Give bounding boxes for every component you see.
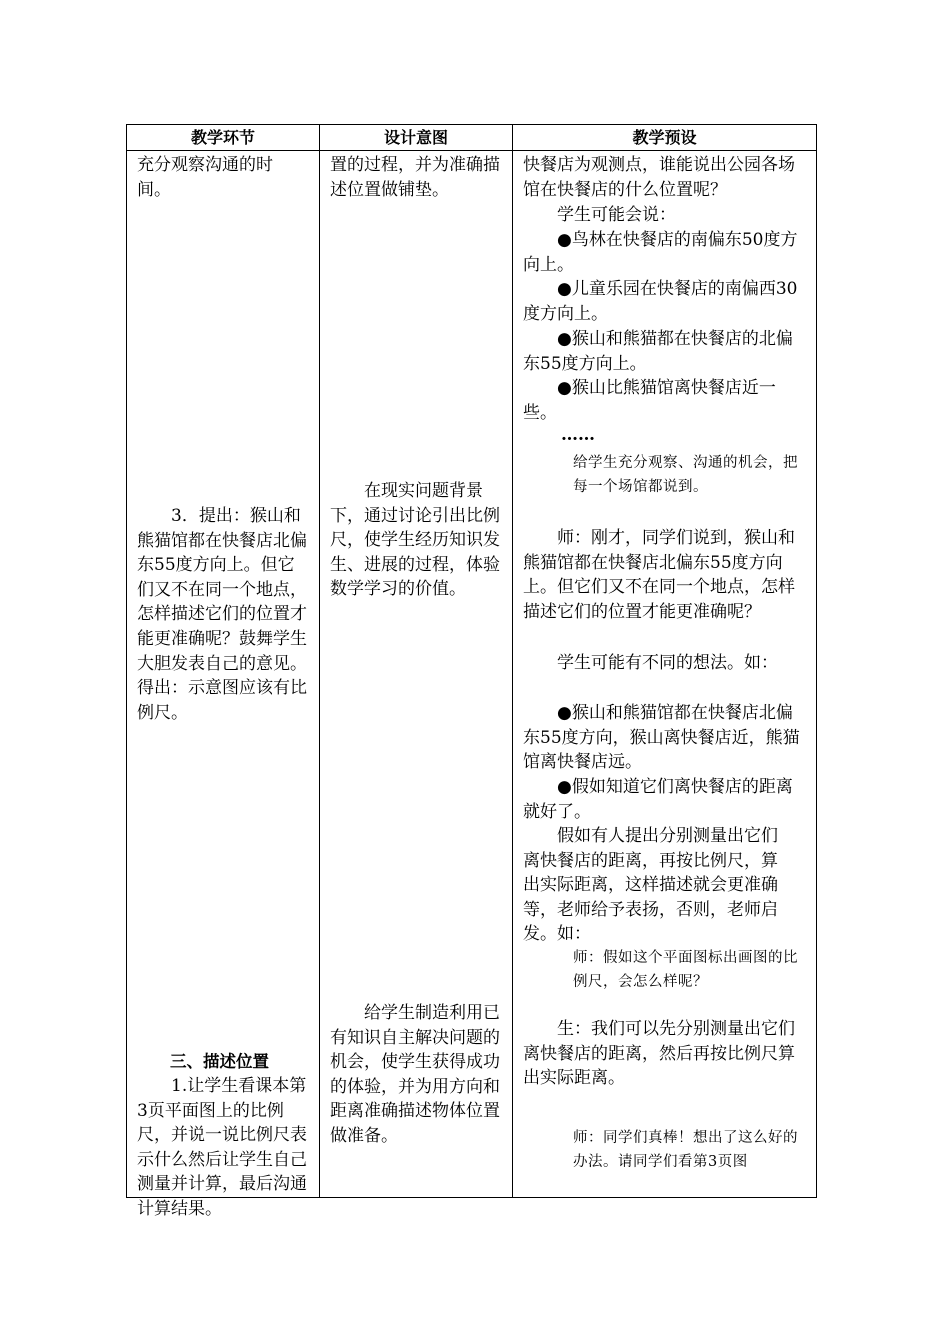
preset-text-different-ideas: 学生可能有不同的想法。如： [557,653,778,673]
preset-text-teacher-question: 师：刚才，同学们说到，猴山和熊猫馆都在快餐店北偏东55度方向上。但它们又不在同一个地点，怎样描述它们的位置才能更准确呢？ [523,528,795,622]
stage-text-question: 3．提出：猴山和熊猫馆都在快餐店北偏东55度方向上。但它们又不在同一个地点，怎样描述它们的位置才能更准确呢？鼓舞学生大胆发表自己的意见。得出：示意图应该有比例尺。 [137,506,307,723]
header-teaching-stage: 教学环节 [127,125,320,151]
design-intent-cell [320,151,513,1198]
table-body-row [127,151,817,1198]
teaching-preset-cell [513,151,817,1198]
teaching-stage-cell [127,151,320,1219]
preset-text-monkey-panda: ●猴山和熊猫都在快餐店的北偏东55度方向上。 [523,329,793,374]
preset-text-monkey-near: ●猴山和熊猫馆都在快餐店北偏东55度方向，猴山离快餐店近，熊猫馆离快餐店远。 [523,703,800,773]
preset-text-know-distance: ●假如知道它们离快餐店的距离就好了。 [523,777,793,822]
preset-note-teacher-praise: 师：同学们真棒！想出了这么好的办法。请同学们看第3页图 [573,1130,798,1170]
intent-text-groundwork: 置的过程，并为准确描述位置做铺垫。 [330,155,500,200]
header-design-intent: 设计意图 [320,125,513,151]
section-title-describe-position: 三、描述位置 [170,1052,269,1071]
header-teaching-preset: 教学预设 [513,125,817,151]
table-header-row [127,125,817,151]
preset-text-playground: ●儿童乐园在快餐店的南偏西30度方向上。 [523,279,798,324]
preset-text-observation-point: 快餐店为观测点，谁能说出公园各场馆在快餐店的什么位置呢？ [523,155,795,200]
intent-text-scale-intro: 在现实问题背景下，通过讨论引出比例尺，使学生经历知识发生、进展的过程，体验数学学习的价值。 [330,481,500,600]
intent-text-success: 给学生制造利用已有知识自主解决问题的机会，使学生获得成功的体验，并为用方向和距离准确描述物体位置做准备。 [330,1003,500,1146]
stage-text-scale: 1.让学生看课本第3页平面图上的比例尺，并说一说比例尺表示什么然后让学生自己测量并计算，最后沟通计算结果。 [137,1076,307,1219]
lesson-plan-table [126,124,817,1219]
preset-note-scale-question: 师：假如这个平面图标出画图的比例尺，会怎么样呢？ [573,950,798,990]
preset-text-measure-praise: 假如有人提出分别测量出它们离快餐店的距离，再按比例尺，算出实际距离，这样描述就会更准确等，老师给予表扬，否则，老师启发。如： [523,826,778,945]
preset-note-observe: 给学生充分观察、沟通的机会，把每一个场馆都说到。 [573,455,798,495]
preset-text-bird-forest: ●鸟林在快餐店的南偏东50度方向上。 [523,230,798,275]
preset-text-students-may-say: 学生可能会说： [557,205,676,225]
preset-ellipsis: …… [561,425,595,445]
stage-text-observe: 充分观察沟通的时间。 [137,155,273,200]
preset-text-student-answer: 生：我们可以先分别测量出它们离快餐店的距离，然后再按比例尺算出实际距离。 [523,1019,795,1089]
preset-text-monkey-closer: ●猴山比熊猫馆离快餐店近一些。 [523,378,776,423]
